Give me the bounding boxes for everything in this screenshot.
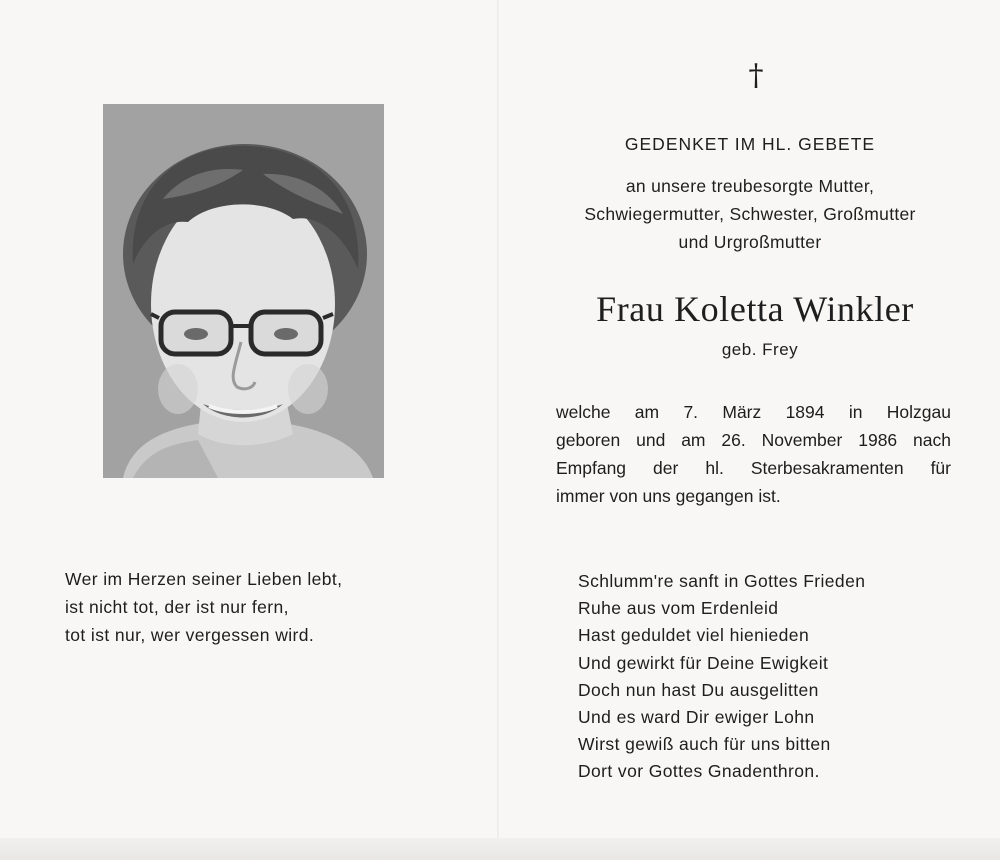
left-verse-line: tot ist nur, wer vergessen wird.	[65, 625, 315, 645]
heading: GEDENKET IM HL. GEBETE	[624, 134, 876, 154]
portrait-photo-icon	[103, 104, 384, 478]
left-verse-line: ist nicht tot, der ist nur fern,	[65, 597, 289, 617]
left-verse	[65, 565, 425, 649]
right-verse-line: Und es ward Dir ewiger Lohn	[578, 707, 815, 728]
intro-line: Schwiegermutter, Schwester, Großmutter	[584, 204, 916, 224]
right-verse	[578, 568, 938, 786]
left-verse-line: Wer im Herzen seiner Lieben lebt,	[65, 569, 343, 589]
maiden-name: geb. Frey	[721, 340, 799, 359]
right-verse-line: Hast geduldet viel hienieden	[578, 625, 810, 646]
portrait-photo	[103, 104, 384, 478]
right-verse-line: Ruhe aus vom Erdenleid	[578, 598, 779, 619]
card-bottom-edge	[0, 838, 1000, 860]
life-line: Empfang der hl. Sterbesakramenten für	[556, 458, 951, 478]
life-text	[556, 398, 951, 510]
intro-line: an unsere treubesorgte Mutter,	[625, 176, 875, 196]
right-verse-line: Schlumm're sanft in Gottes Frieden	[578, 571, 866, 591]
cross-icon: †	[748, 58, 764, 93]
life-line: geboren und am 26. November 1986 nach	[556, 430, 951, 450]
deceased-name: Frau Koletta Winkler	[596, 289, 914, 329]
right-verse-line: Doch nun hast Du ausgelitten	[578, 679, 819, 700]
life-line: immer von uns gegangen ist.	[556, 486, 781, 506]
intro-text	[540, 172, 960, 256]
card-fold	[497, 0, 499, 860]
life-line: welche am 7. März 1894 in Holzgau	[556, 402, 951, 422]
right-verse-line: Und gewirkt für Deine Ewigkeit	[578, 652, 829, 673]
intro-line: und Urgroßmutter	[678, 232, 822, 252]
right-verse-line: Dort vor Gottes Gnadenthron.	[578, 761, 820, 782]
right-verse-line: Wirst gewiß auch für uns bitten	[578, 734, 831, 755]
